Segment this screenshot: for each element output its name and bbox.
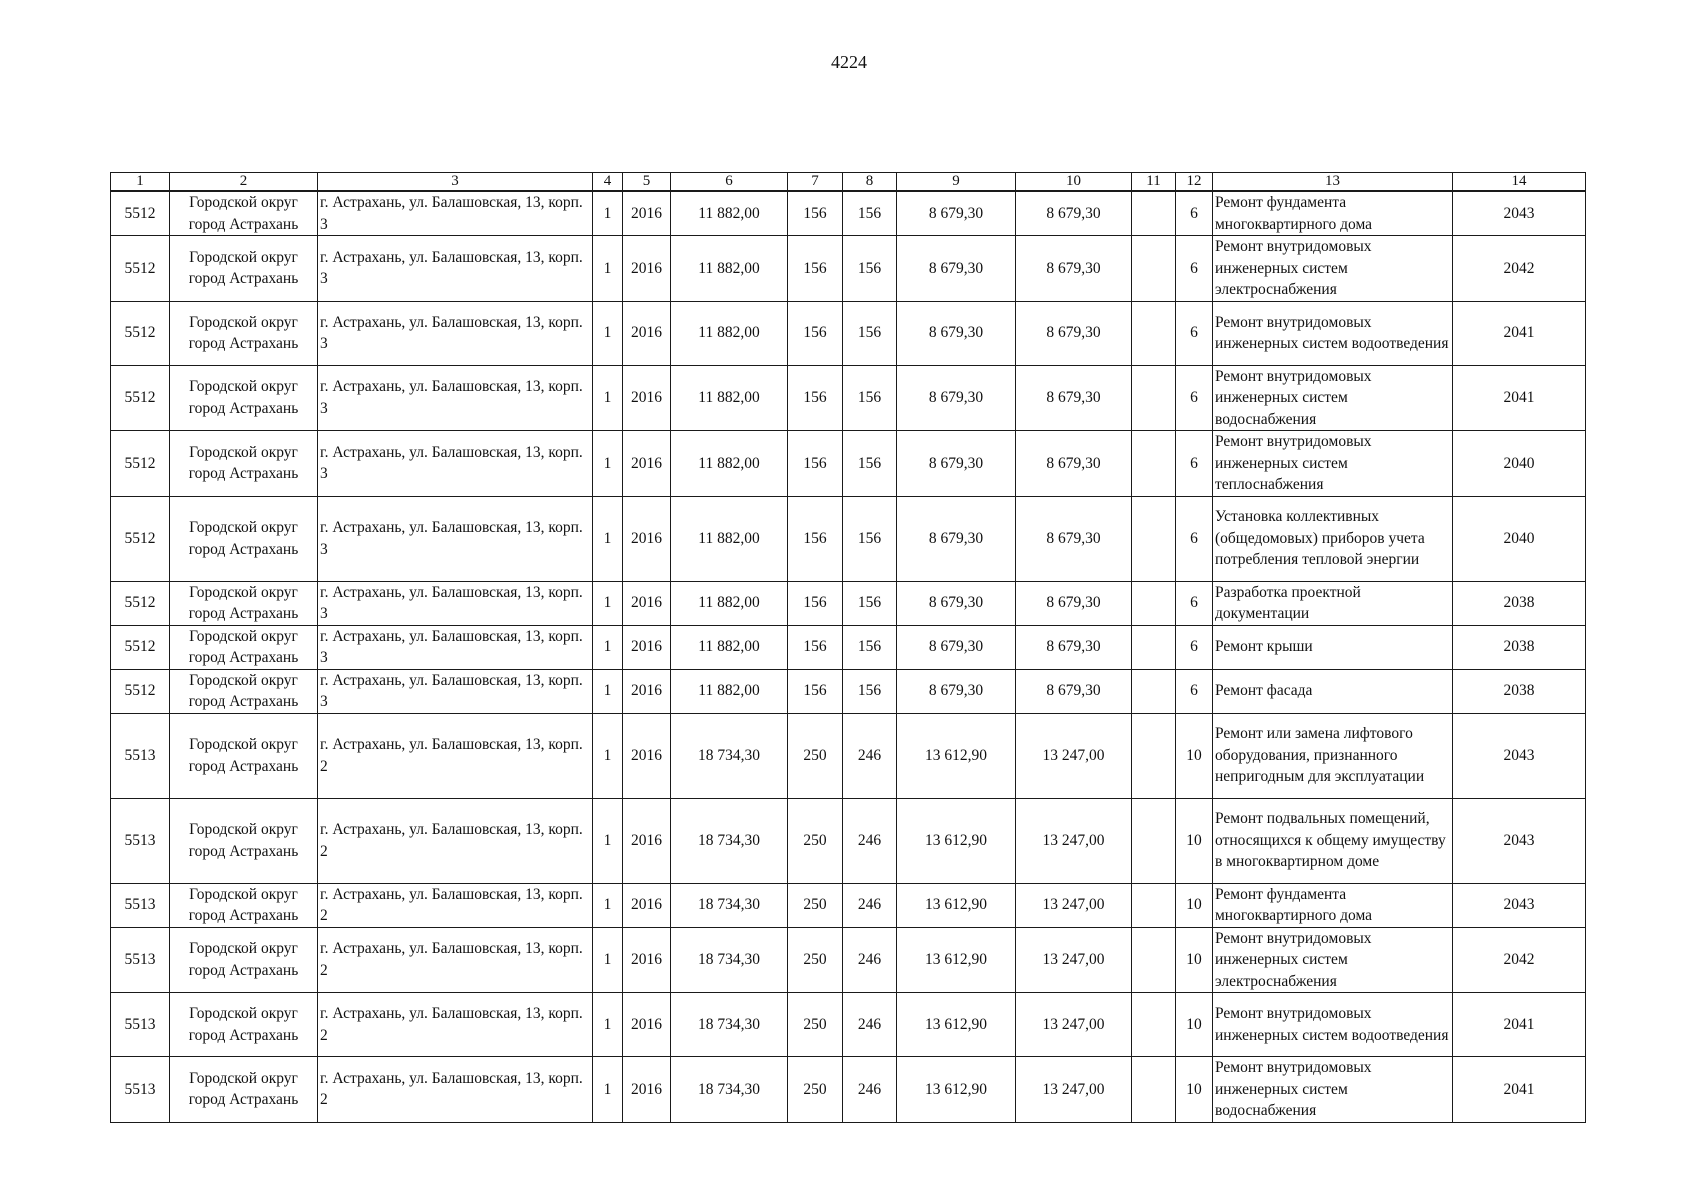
col10-cell: 13 247,00 xyxy=(1016,798,1132,883)
address-cell: г. Астрахань, ул. Балашовская, 13, корп. 2 xyxy=(318,993,593,1057)
col12-cell: 10 xyxy=(1176,993,1213,1057)
plan-year-cell: 2041 xyxy=(1453,1057,1586,1123)
col10-cell: 13 247,00 xyxy=(1016,713,1132,798)
municipality-cell: Городской округ город Астрахань xyxy=(170,993,318,1057)
col7-cell: 156 xyxy=(788,236,843,302)
total-area-cell: 11 882,00 xyxy=(671,365,788,431)
work-type-cell: Ремонт крыши xyxy=(1213,625,1453,669)
col4-cell: 1 xyxy=(593,301,623,365)
address-cell: г. Астрахань, ул. Балашовская, 13, корп. 2 xyxy=(318,927,593,993)
work-type-cell: Разработка проектной документации xyxy=(1213,581,1453,625)
col8-cell: 156 xyxy=(843,625,897,669)
work-type-cell: Ремонт фасада xyxy=(1213,669,1453,713)
col11-cell xyxy=(1132,669,1176,713)
col8-cell: 156 xyxy=(843,191,897,236)
col12-cell: 6 xyxy=(1176,496,1213,581)
row-number-cell: 5513 xyxy=(111,883,170,927)
col12-cell: 6 xyxy=(1176,581,1213,625)
municipality-cell: Городской округ город Астрахань xyxy=(170,236,318,302)
address-cell: г. Астрахань, ул. Балашовская, 13, корп. 3 xyxy=(318,191,593,236)
plan-year-cell: 2038 xyxy=(1453,625,1586,669)
row-number-cell: 5512 xyxy=(111,191,170,236)
work-type-cell: Ремонт фундамента многоквартирного дома xyxy=(1213,191,1453,236)
col9-cell: 13 612,90 xyxy=(897,1057,1016,1123)
municipality-cell: Городской округ город Астрахань xyxy=(170,496,318,581)
col11-cell xyxy=(1132,581,1176,625)
col9-cell: 13 612,90 xyxy=(897,713,1016,798)
total-area-cell: 18 734,30 xyxy=(671,993,788,1057)
row-number-cell: 5512 xyxy=(111,625,170,669)
col4-cell: 1 xyxy=(593,496,623,581)
table-row xyxy=(111,191,1586,236)
year-cell: 2016 xyxy=(623,669,671,713)
col7-cell: 156 xyxy=(788,669,843,713)
col4-cell: 1 xyxy=(593,1057,623,1123)
col9-cell: 8 679,30 xyxy=(897,669,1016,713)
column-header-6: 6 xyxy=(671,173,788,192)
col4-cell: 1 xyxy=(593,625,623,669)
col10-cell: 8 679,30 xyxy=(1016,365,1132,431)
row-number-cell: 5512 xyxy=(111,431,170,497)
col8-cell: 156 xyxy=(843,496,897,581)
year-cell: 2016 xyxy=(623,883,671,927)
year-cell: 2016 xyxy=(623,365,671,431)
year-cell: 2016 xyxy=(623,301,671,365)
year-cell: 2016 xyxy=(623,927,671,993)
col4-cell: 1 xyxy=(593,191,623,236)
total-area-cell: 11 882,00 xyxy=(671,625,788,669)
column-header-11: 11 xyxy=(1132,173,1176,192)
col7-cell: 156 xyxy=(788,301,843,365)
col9-cell: 13 612,90 xyxy=(897,798,1016,883)
plan-year-cell: 2043 xyxy=(1453,191,1586,236)
address-cell: г. Астрахань, ул. Балашовская, 13, корп. 3 xyxy=(318,236,593,302)
col11-cell xyxy=(1132,1057,1176,1123)
col10-cell: 8 679,30 xyxy=(1016,191,1132,236)
col8-cell: 156 xyxy=(843,669,897,713)
work-type-cell: Ремонт внутридомовых инженерных систем водоотведения xyxy=(1213,993,1453,1057)
column-header-3: 3 xyxy=(318,173,593,192)
year-cell: 2016 xyxy=(623,993,671,1057)
col11-cell xyxy=(1132,993,1176,1057)
work-type-cell: Ремонт внутридомовых инженерных систем водоснабжения xyxy=(1213,1057,1453,1123)
work-type-cell: Установка коллективных (общедомовых) приборов учета потребления тепловой энергии xyxy=(1213,496,1453,581)
year-cell: 2016 xyxy=(623,713,671,798)
column-header-12: 12 xyxy=(1176,173,1213,192)
row-number-cell: 5512 xyxy=(111,669,170,713)
table-row xyxy=(111,625,1586,669)
address-cell: г. Астрахань, ул. Балашовская, 13, корп. 3 xyxy=(318,581,593,625)
col4-cell: 1 xyxy=(593,669,623,713)
plan-year-cell: 2038 xyxy=(1453,581,1586,625)
plan-year-cell: 2041 xyxy=(1453,365,1586,431)
address-cell: г. Астрахань, ул. Балашовская, 13, корп. 3 xyxy=(318,301,593,365)
table-row xyxy=(111,883,1586,927)
year-cell: 2016 xyxy=(623,236,671,302)
row-number-cell: 5513 xyxy=(111,713,170,798)
col11-cell xyxy=(1132,431,1176,497)
total-area-cell: 18 734,30 xyxy=(671,1057,788,1123)
table-row xyxy=(111,713,1586,798)
col9-cell: 8 679,30 xyxy=(897,301,1016,365)
plan-year-cell: 2041 xyxy=(1453,301,1586,365)
column-header-14: 14 xyxy=(1453,173,1586,192)
col10-cell: 8 679,30 xyxy=(1016,581,1132,625)
plan-year-cell: 2043 xyxy=(1453,883,1586,927)
col7-cell: 250 xyxy=(788,993,843,1057)
municipality-cell: Городской округ город Астрахань xyxy=(170,883,318,927)
row-number-cell: 5512 xyxy=(111,301,170,365)
col10-cell: 13 247,00 xyxy=(1016,993,1132,1057)
table-row xyxy=(111,496,1586,581)
col10-cell: 13 247,00 xyxy=(1016,883,1132,927)
col9-cell: 8 679,30 xyxy=(897,431,1016,497)
col4-cell: 1 xyxy=(593,713,623,798)
year-cell: 2016 xyxy=(623,798,671,883)
col10-cell: 13 247,00 xyxy=(1016,1057,1132,1123)
total-area-cell: 18 734,30 xyxy=(671,927,788,993)
col12-cell: 6 xyxy=(1176,365,1213,431)
col11-cell xyxy=(1132,713,1176,798)
col12-cell: 6 xyxy=(1176,191,1213,236)
col7-cell: 250 xyxy=(788,713,843,798)
municipality-cell: Городской округ город Астрахань xyxy=(170,669,318,713)
column-header-8: 8 xyxy=(843,173,897,192)
col4-cell: 1 xyxy=(593,798,623,883)
address-cell: г. Астрахань, ул. Балашовская, 13, корп. 3 xyxy=(318,365,593,431)
address-cell: г. Астрахань, ул. Балашовская, 13, корп. 3 xyxy=(318,496,593,581)
col4-cell: 1 xyxy=(593,236,623,302)
col11-cell xyxy=(1132,625,1176,669)
col8-cell: 246 xyxy=(843,798,897,883)
col12-cell: 6 xyxy=(1176,625,1213,669)
column-header-10: 10 xyxy=(1016,173,1132,192)
year-cell: 2016 xyxy=(623,1057,671,1123)
municipality-cell: Городской округ город Астрахань xyxy=(170,365,318,431)
year-cell: 2016 xyxy=(623,191,671,236)
address-cell: г. Астрахань, ул. Балашовская, 13, корп. 2 xyxy=(318,883,593,927)
col7-cell: 156 xyxy=(788,431,843,497)
municipality-cell: Городской округ город Астрахань xyxy=(170,713,318,798)
col12-cell: 10 xyxy=(1176,883,1213,927)
municipality-cell: Городской округ город Астрахань xyxy=(170,431,318,497)
address-cell: г. Астрахань, ул. Балашовская, 13, корп. 2 xyxy=(318,1057,593,1123)
plan-year-cell: 2043 xyxy=(1453,798,1586,883)
municipality-cell: Городской округ город Астрахань xyxy=(170,625,318,669)
column-header-1: 1 xyxy=(111,173,170,192)
total-area-cell: 11 882,00 xyxy=(671,431,788,497)
plan-year-cell: 2042 xyxy=(1453,927,1586,993)
table-row xyxy=(111,1057,1586,1123)
total-area-cell: 18 734,30 xyxy=(671,883,788,927)
column-header-4: 4 xyxy=(593,173,623,192)
col4-cell: 1 xyxy=(593,581,623,625)
table-body xyxy=(111,191,1586,1122)
col9-cell: 8 679,30 xyxy=(897,236,1016,302)
plan-year-cell: 2040 xyxy=(1453,496,1586,581)
col10-cell: 8 679,30 xyxy=(1016,625,1132,669)
table-row xyxy=(111,798,1586,883)
total-area-cell: 11 882,00 xyxy=(671,669,788,713)
col8-cell: 246 xyxy=(843,883,897,927)
plan-year-cell: 2041 xyxy=(1453,993,1586,1057)
col11-cell xyxy=(1132,191,1176,236)
col7-cell: 250 xyxy=(788,798,843,883)
col4-cell: 1 xyxy=(593,927,623,993)
col10-cell: 8 679,30 xyxy=(1016,431,1132,497)
work-type-cell: Ремонт внутридомовых инженерных систем электроснабжения xyxy=(1213,927,1453,993)
col4-cell: 1 xyxy=(593,365,623,431)
col11-cell xyxy=(1132,927,1176,993)
col7-cell: 250 xyxy=(788,927,843,993)
table-row xyxy=(111,301,1586,365)
table-row xyxy=(111,236,1586,302)
col12-cell: 10 xyxy=(1176,713,1213,798)
row-number-cell: 5512 xyxy=(111,365,170,431)
table-row xyxy=(111,581,1586,625)
work-type-cell: Ремонт внутридомовых инженерных систем водоснабжения xyxy=(1213,365,1453,431)
row-number-cell: 5512 xyxy=(111,496,170,581)
col8-cell: 156 xyxy=(843,431,897,497)
row-number-cell: 5512 xyxy=(111,236,170,302)
total-area-cell: 18 734,30 xyxy=(671,713,788,798)
col8-cell: 246 xyxy=(843,713,897,798)
table-row xyxy=(111,927,1586,993)
col12-cell: 10 xyxy=(1176,927,1213,993)
address-cell: г. Астрахань, ул. Балашовская, 13, корп. 2 xyxy=(318,798,593,883)
row-number-cell: 5513 xyxy=(111,1057,170,1123)
column-header-2: 2 xyxy=(170,173,318,192)
col9-cell: 13 612,90 xyxy=(897,927,1016,993)
col11-cell xyxy=(1132,883,1176,927)
col8-cell: 156 xyxy=(843,365,897,431)
col7-cell: 250 xyxy=(788,1057,843,1123)
col9-cell: 8 679,30 xyxy=(897,191,1016,236)
col7-cell: 156 xyxy=(788,496,843,581)
municipality-cell: Городской округ город Астрахань xyxy=(170,927,318,993)
year-cell: 2016 xyxy=(623,625,671,669)
total-area-cell: 11 882,00 xyxy=(671,236,788,302)
col12-cell: 10 xyxy=(1176,798,1213,883)
col4-cell: 1 xyxy=(593,431,623,497)
col9-cell: 8 679,30 xyxy=(897,365,1016,431)
col9-cell: 8 679,30 xyxy=(897,625,1016,669)
col12-cell: 10 xyxy=(1176,1057,1213,1123)
municipality-cell: Городской округ город Астрахань xyxy=(170,1057,318,1123)
work-type-cell: Ремонт внутридомовых инженерных систем теплоснабжения xyxy=(1213,431,1453,497)
col12-cell: 6 xyxy=(1176,236,1213,302)
col10-cell: 8 679,30 xyxy=(1016,669,1132,713)
col8-cell: 156 xyxy=(843,236,897,302)
table-row xyxy=(111,669,1586,713)
row-number-cell: 5512 xyxy=(111,581,170,625)
col10-cell: 8 679,30 xyxy=(1016,301,1132,365)
address-cell: г. Астрахань, ул. Балашовская, 13, корп. 3 xyxy=(318,669,593,713)
work-type-cell: Ремонт внутридомовых инженерных систем электроснабжения xyxy=(1213,236,1453,302)
row-number-cell: 5513 xyxy=(111,798,170,883)
col8-cell: 246 xyxy=(843,993,897,1057)
col9-cell: 13 612,90 xyxy=(897,993,1016,1057)
col11-cell xyxy=(1132,301,1176,365)
col8-cell: 246 xyxy=(843,1057,897,1123)
col12-cell: 6 xyxy=(1176,301,1213,365)
col10-cell: 8 679,30 xyxy=(1016,496,1132,581)
plan-year-cell: 2040 xyxy=(1453,431,1586,497)
address-cell: г. Астрахань, ул. Балашовская, 13, корп. 2 xyxy=(318,713,593,798)
column-header-7: 7 xyxy=(788,173,843,192)
municipality-cell: Городской округ город Астрахань xyxy=(170,191,318,236)
col11-cell xyxy=(1132,798,1176,883)
address-cell: г. Астрахань, ул. Балашовская, 13, корп. 3 xyxy=(318,431,593,497)
total-area-cell: 11 882,00 xyxy=(671,581,788,625)
col8-cell: 156 xyxy=(843,301,897,365)
municipality-cell: Городской округ город Астрахань xyxy=(170,798,318,883)
col9-cell: 13 612,90 xyxy=(897,883,1016,927)
col9-cell: 8 679,30 xyxy=(897,581,1016,625)
col9-cell: 8 679,30 xyxy=(897,496,1016,581)
col8-cell: 156 xyxy=(843,581,897,625)
col4-cell: 1 xyxy=(593,993,623,1057)
col7-cell: 250 xyxy=(788,883,843,927)
municipality-cell: Городской округ город Астрахань xyxy=(170,581,318,625)
col8-cell: 246 xyxy=(843,927,897,993)
table-row xyxy=(111,365,1586,431)
column-header-13: 13 xyxy=(1213,173,1453,192)
col12-cell: 6 xyxy=(1176,669,1213,713)
col7-cell: 156 xyxy=(788,365,843,431)
total-area-cell: 18 734,30 xyxy=(671,798,788,883)
total-area-cell: 11 882,00 xyxy=(671,191,788,236)
col7-cell: 156 xyxy=(788,191,843,236)
work-type-cell: Ремонт фундамента многоквартирного дома xyxy=(1213,883,1453,927)
total-area-cell: 11 882,00 xyxy=(671,301,788,365)
table-header xyxy=(111,173,1586,192)
column-header-9: 9 xyxy=(897,173,1016,192)
col10-cell: 8 679,30 xyxy=(1016,236,1132,302)
header-row xyxy=(111,173,1586,192)
address-cell: г. Астрахань, ул. Балашовская, 13, корп. 3 xyxy=(318,625,593,669)
year-cell: 2016 xyxy=(623,581,671,625)
column-header-5: 5 xyxy=(623,173,671,192)
col11-cell xyxy=(1132,236,1176,302)
col7-cell: 156 xyxy=(788,581,843,625)
work-type-cell: Ремонт или замена лифтового оборудования, признанного непригодным для эксплуатации xyxy=(1213,713,1453,798)
col12-cell: 6 xyxy=(1176,431,1213,497)
plan-year-cell: 2042 xyxy=(1453,236,1586,302)
row-number-cell: 5513 xyxy=(111,927,170,993)
col7-cell: 156 xyxy=(788,625,843,669)
work-type-cell: Ремонт внутридомовых инженерных систем водоотведения xyxy=(1213,301,1453,365)
row-number-cell: 5513 xyxy=(111,993,170,1057)
total-area-cell: 11 882,00 xyxy=(671,496,788,581)
table-row xyxy=(111,993,1586,1057)
col10-cell: 13 247,00 xyxy=(1016,927,1132,993)
col4-cell: 1 xyxy=(593,883,623,927)
year-cell: 2016 xyxy=(623,496,671,581)
plan-year-cell: 2038 xyxy=(1453,669,1586,713)
plan-year-cell: 2043 xyxy=(1453,713,1586,798)
col11-cell xyxy=(1132,365,1176,431)
year-cell: 2016 xyxy=(623,431,671,497)
work-type-cell: Ремонт подвальных помещений, относящихся к общему имуществу в многоквартирном доме xyxy=(1213,798,1453,883)
capital-repair-register-table xyxy=(110,172,1586,1123)
table-row xyxy=(111,431,1586,497)
col11-cell xyxy=(1132,496,1176,581)
municipality-cell: Городской округ город Астрахань xyxy=(170,301,318,365)
page-number: 4224 xyxy=(831,52,867,72)
